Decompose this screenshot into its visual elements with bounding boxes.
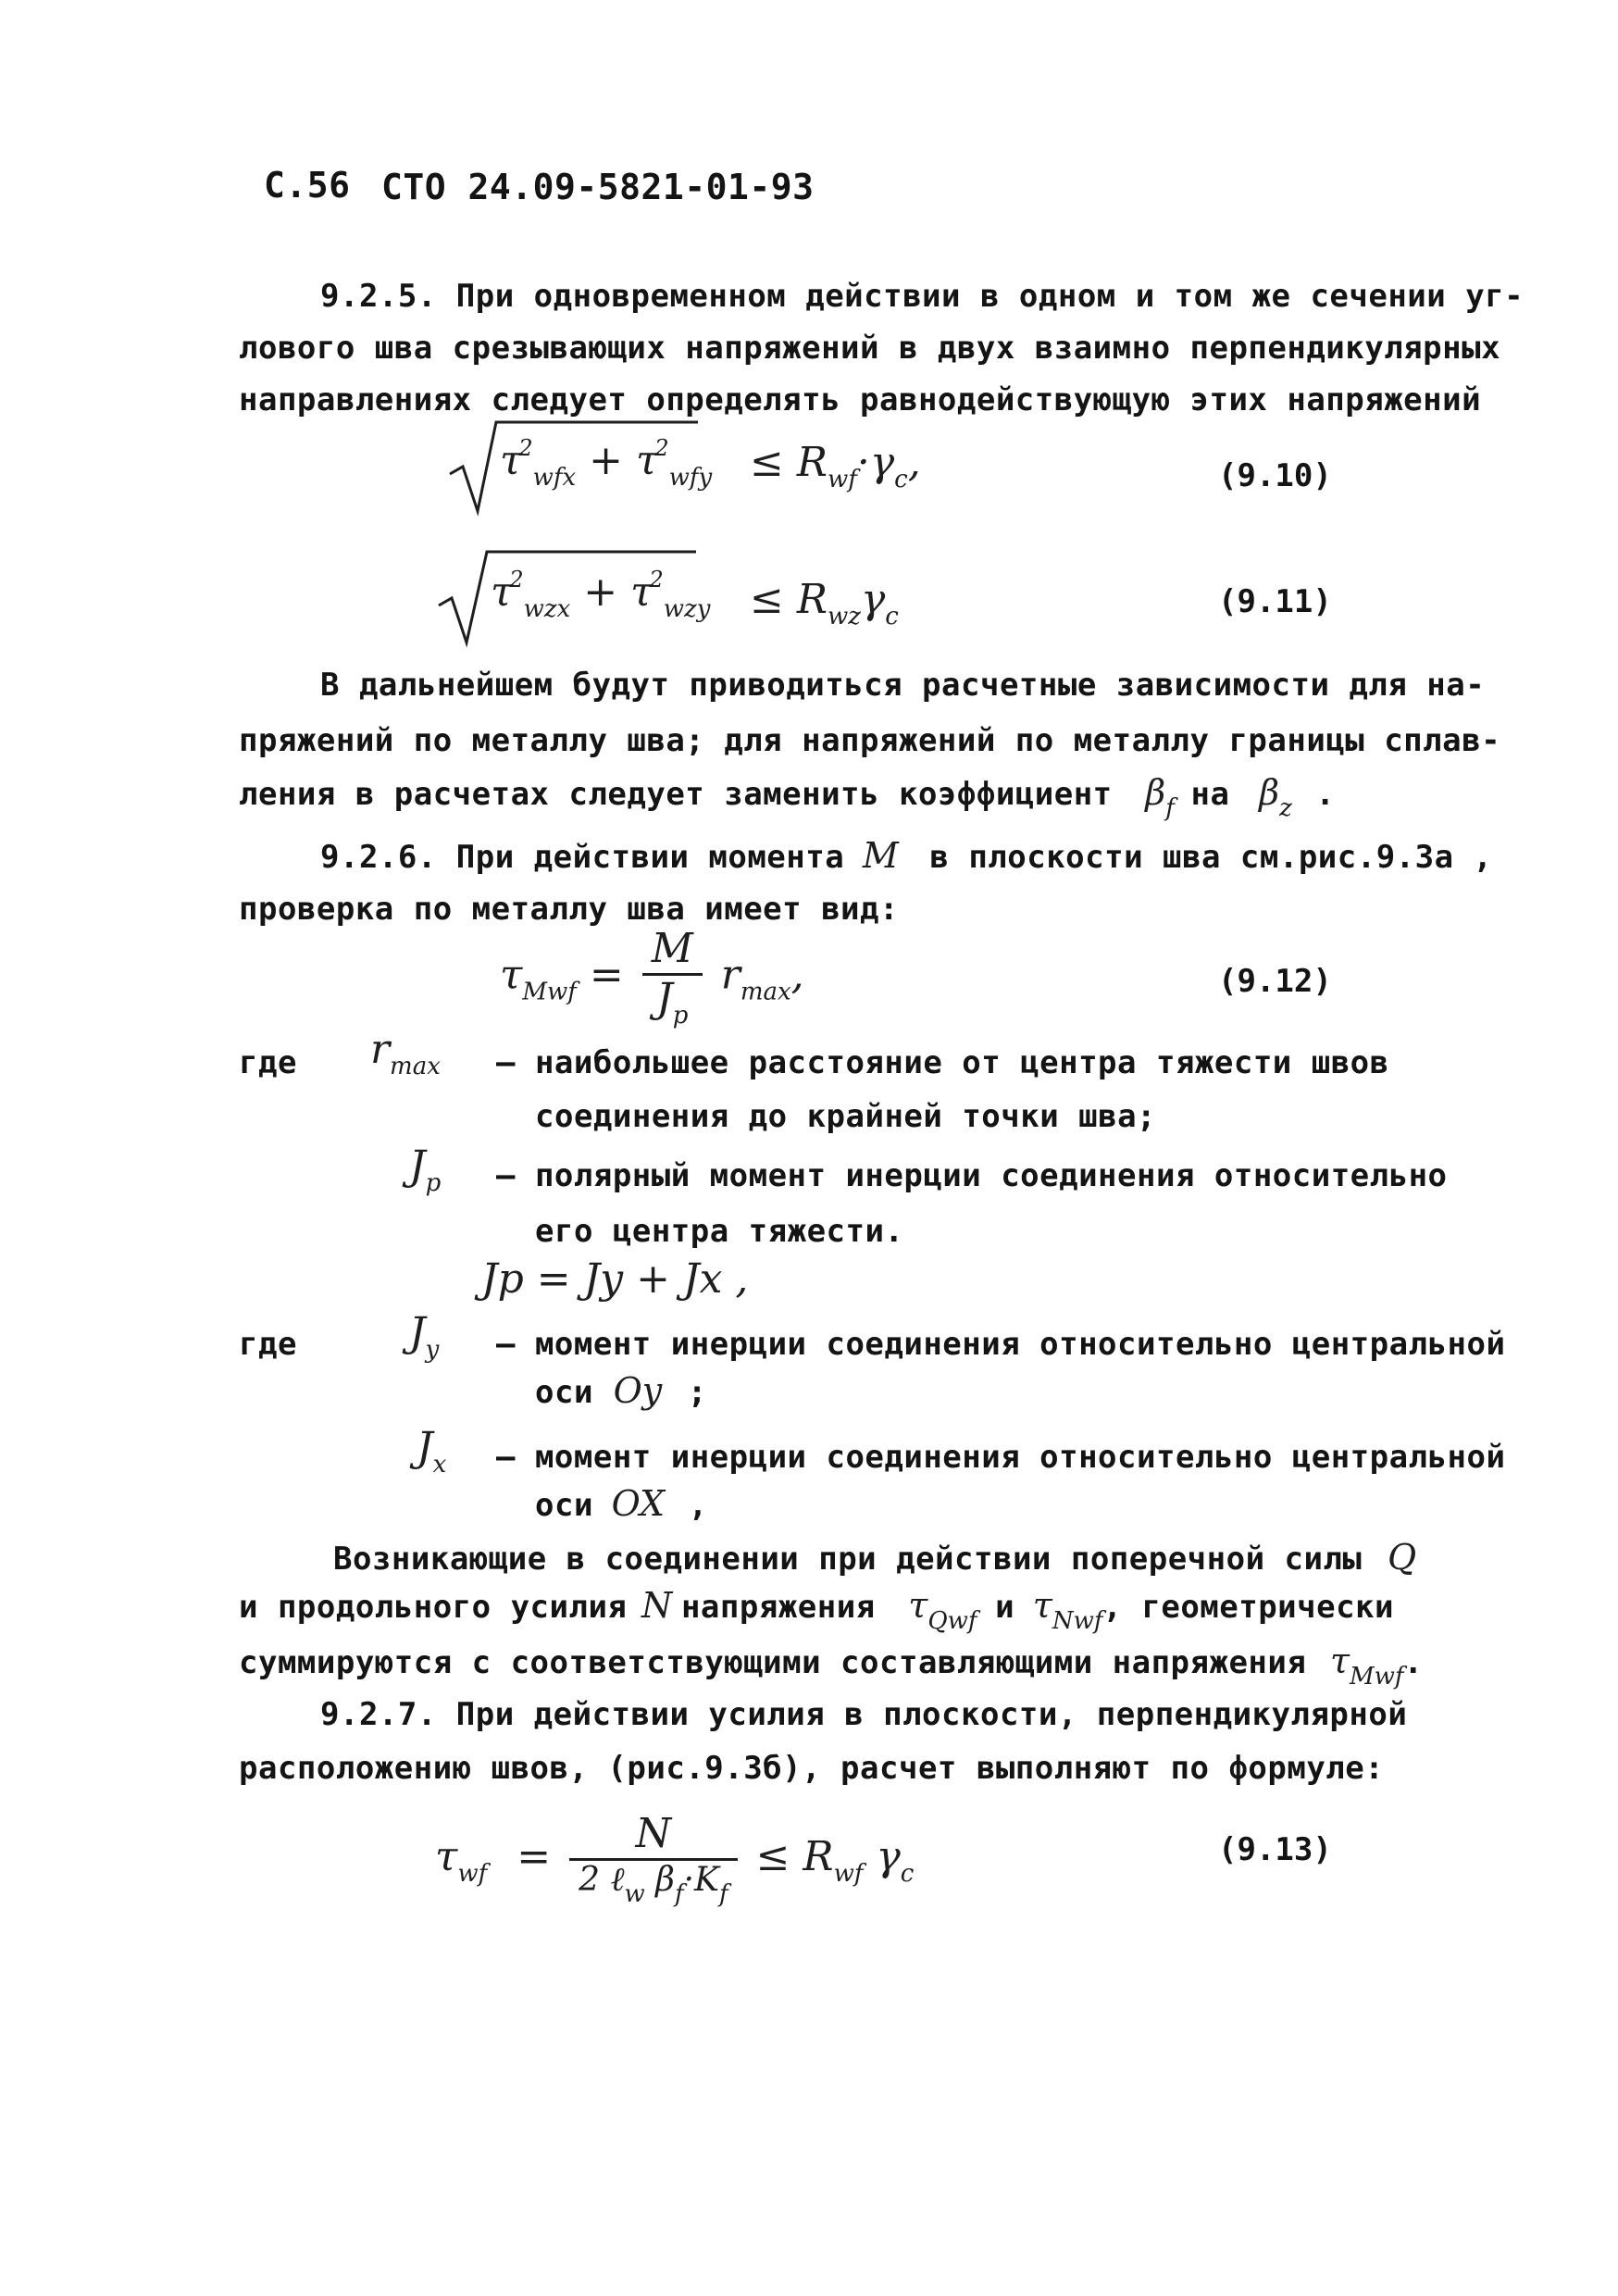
eq-9-13-fraction: $\frac{N}{2 \ell_w \beta_f\cdot K_f}$	[569, 1811, 737, 1908]
tau-qwf-symbol: $\tau_{Qwf}$	[908, 1585, 977, 1635]
def-rmax-line1: – наибольшее расстояние от центра тяжести швов	[496, 1044, 1389, 1081]
eq-9-10-rhs: ≤ $R_{wf}\cdot\gamma_c$,	[750, 439, 921, 493]
combined-line2: и продольного усилия N напряжения $\tau_{Qwf}$ и $\tau_{Nwf}$, геометрически	[239, 1585, 1394, 1635]
r-max-symbol: $r_{max}$	[370, 1026, 441, 1080]
n-symbol: N	[641, 1585, 673, 1626]
section-9-2-5-line3: направлениях следует определять равнодействующую этих напряжений	[239, 381, 1482, 418]
tau-mwf-symbol: $\tau_{Mwf}$	[1329, 1641, 1404, 1691]
q-symbol: Q	[1388, 1537, 1417, 1578]
eq-9-13-number: (9.13)	[1218, 1831, 1332, 1868]
note-line3: ления в расчетах следует заменить коэффициент $\beta_f$ на $\beta_z$ .	[239, 772, 1336, 822]
section-9-2-5-line2: лового шва срезывающих напряжений в двух взаимно перпендикулярных	[239, 330, 1501, 367]
section-9-2-7-line2: расположению швов, (рис.9.3б), расчет выполняют по формуле:	[239, 1750, 1385, 1787]
eq-9-12-number: (9.12)	[1218, 963, 1332, 1000]
eq-9-11-number: (9.11)	[1218, 583, 1332, 620]
axis-oy-symbol: Oy	[613, 1370, 663, 1411]
section-9-2-6-line1: 9.2.6. При действии момента M в плоскости шва см.рис.9.3а ,	[320, 835, 1493, 876]
page-number: С.56	[264, 165, 351, 206]
jy-symbol: $J_y$	[409, 1309, 440, 1364]
beta-f-symbol: $\beta_f$	[1145, 772, 1175, 822]
where-label-1: где	[239, 1044, 297, 1081]
def-jx-line1: – момент инерции соединения относительно центральной	[496, 1439, 1506, 1476]
jp-symbol: $J_p$	[409, 1142, 442, 1197]
def-jx-line2: оси OX ,	[535, 1483, 708, 1524]
def-jp-line2: его центра тяжести.	[535, 1213, 904, 1250]
def-jp-line1: – полярный момент инерции соединения относительно	[496, 1157, 1448, 1194]
def-rmax-line2: соединения до крайней точки шва;	[535, 1098, 1157, 1135]
section-9-2-6-line2: проверка по металлу шва имеет вид:	[239, 891, 899, 928]
eq-9-11-radicand: $\tau^2_{wzx} + \tau^2_{wzy}$	[491, 567, 711, 623]
eq-9-12-fraction: $\frac{M}{J_p}$	[642, 926, 703, 1029]
combined-line1: Возникающие в соединении при действии поперечной силы Q	[333, 1537, 1417, 1578]
beta-z-symbol: $\beta_z$	[1259, 772, 1292, 822]
equation-9-12: $\tau_{Mwf}$ = $\frac{M}{J_p}$ $r_{max}$,	[500, 925, 804, 1029]
section-9-2-7-line1: 9.2.7. При действии усилия в плоскости, перпендикулярной	[320, 1696, 1408, 1733]
equation-9-13: $\tau_{wf}$ = $\frac{N}{2 \ell_w \beta_f\cdot K_f}$ ≤ $R_{wf}$ $\gamma_c$	[435, 1810, 915, 1908]
jx-symbol: $J_x$	[417, 1424, 447, 1479]
standard-code: СТО 24.09-5821-01-93	[381, 167, 815, 207]
tau-nwf-symbol: $\tau_{Nwf}$	[1032, 1585, 1103, 1635]
eq-9-10-radicand: $\tau^2_{wfx} + \tau^2_{wfy}$	[500, 435, 713, 492]
eq-9-10-number: (9.10)	[1218, 457, 1332, 494]
moment-symbol: M	[862, 835, 899, 876]
axis-ox-symbol: OX	[611, 1483, 666, 1524]
where-label-2: где	[239, 1326, 297, 1363]
jp-formula: Jp = Jy + Jx ,	[481, 1255, 749, 1303]
section-9-2-5-line1: 9.2.5. При одновременном действии в одном и том же сечении уг-	[320, 278, 1525, 315]
note-line2: пряжений по металлу шва; для напряжений по металлу границы сплав-	[239, 722, 1501, 759]
def-jy-line2: оси Oy ;	[535, 1370, 707, 1411]
note-line1: В дальнейшем будут приводиться расчетные зависимости для на-	[320, 667, 1486, 704]
def-jy-line1: – момент инерции соединения относительно центральной	[496, 1326, 1506, 1363]
eq-9-11-rhs: ≤ $R_{wz}\gamma_c$	[750, 576, 899, 630]
combined-line3: суммируются с соответствующими составляющими напряжения $\tau_{Mwf}$.	[239, 1641, 1424, 1691]
